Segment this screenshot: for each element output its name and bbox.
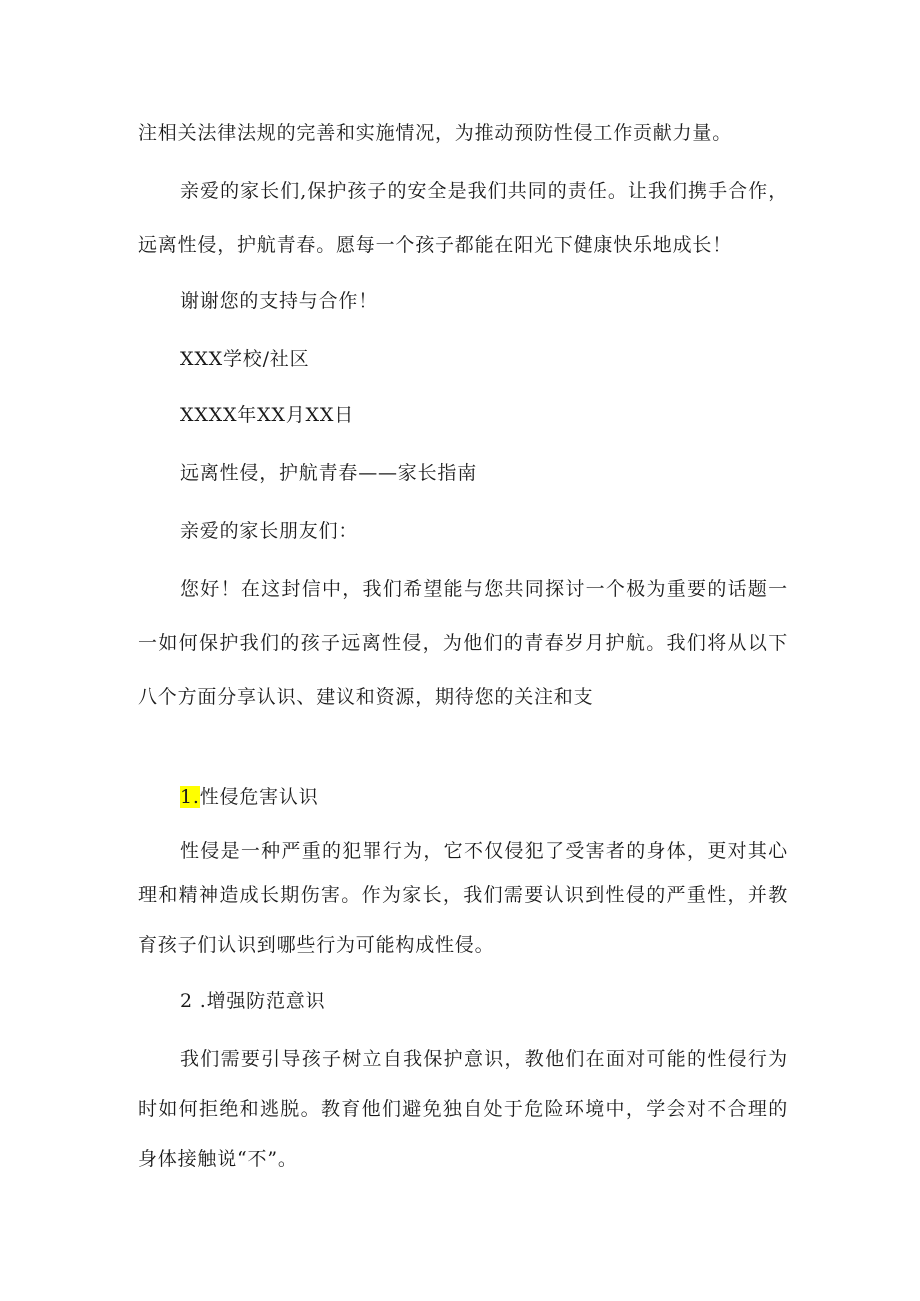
guide-title: 远离性侵，护航青春——家长指南 <box>180 462 478 484</box>
paragraph-line: 育孩子们认识到哪些行为可能构成性侵。 <box>138 934 495 956</box>
greeting: 亲爱的家长朋友们： <box>180 520 359 542</box>
paragraph-line: 您好！在这封信中，我们希望能与您共同探讨一个极为重要的话题一 <box>180 578 788 600</box>
section-heading <box>180 784 788 810</box>
section-number-highlight: 1. <box>180 786 200 808</box>
closing-signature: XXX学校/社区 <box>180 348 310 370</box>
paragraph-line: 我们需要引导孩子树立自我保护意识，教他们在面对可能的性侵行为 <box>180 1048 788 1070</box>
paragraph-line: 身体接触说“不”。 <box>138 1148 298 1170</box>
paragraph-line: 一如何保护我们的孩子远离性侵，为他们的青春岁月护航。我们将从以下 <box>138 632 788 654</box>
paragraph-line: 八个方面分享认识、建议和资源，期待您的关注和支 <box>138 686 594 708</box>
section-title: 性侵危害认识 <box>199 786 319 808</box>
paragraph-line: 理和精神造成长期伤害。作为家长，我们需要认识到性侵的严重性，并教 <box>138 884 788 906</box>
paragraph-line: 性侵是一种严重的犯罪行为，它不仅侵犯了受害者的身体，更对其心 <box>180 840 788 862</box>
paragraph-line: 注相关法律法规的完善和实施情况，为推动预防性侵工作贡献力量。 <box>138 122 733 144</box>
paragraph-line: 时如何拒绝和逃脱。教育他们避免独自处于危险环境中，学会对不合理的 <box>138 1098 788 1120</box>
paragraph-line: 亲爱的家长们,保护孩子的安全是我们共同的责任。让我们携手合作， <box>180 180 788 202</box>
paragraph-line: 远离性侵，护航青春。愿每一个孩子都能在阳光下健康快乐地成长！ <box>138 234 733 256</box>
section-heading: 2 .增强防范意识 <box>180 990 326 1012</box>
closing-date: XXXX年XX月XX日 <box>180 404 355 426</box>
closing-thanks: 谢谢您的支持与合作！ <box>180 290 379 312</box>
